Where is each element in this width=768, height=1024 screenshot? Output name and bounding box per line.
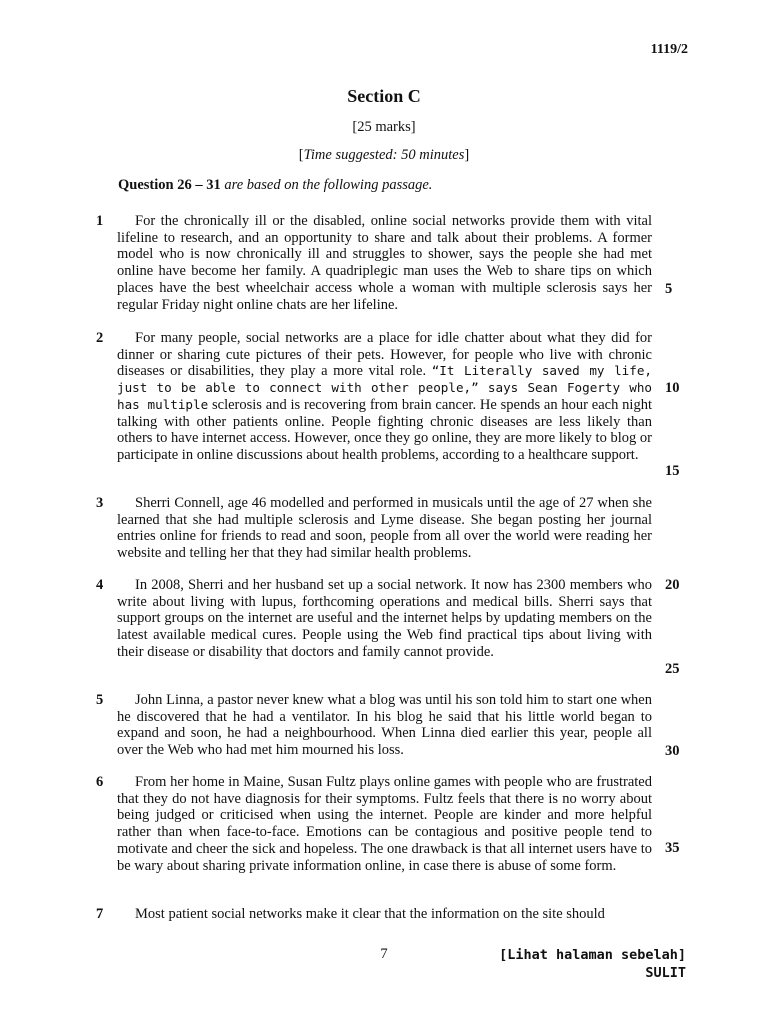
line-number: 20 [665, 577, 680, 593]
paragraph-number: 7 [96, 906, 104, 922]
paragraph-number: 2 [96, 330, 104, 346]
question-range: Question 26 – 31 [118, 177, 221, 193]
paragraph-text: Sherri Connell, age 46 modelled and performed in musicals until the age of 27 when she learned that she had multiple sclerosis and Lyme disease. She began posting her journal entries online for friends to read and soon, people from all over the world were reading her website and telling her that they had similar health problems. [117, 495, 652, 562]
page-number: 7 [380, 946, 388, 962]
paragraph-text: For the chronically ill or the disabled, online social networks provide them with vital lifeline to research, and an opportunity to share and talk about their problems. A former model who is now chronically ill and struggles to shower, says the people she had met online have become her family. A quadriplegic man uses the Web to share tips on which places have the best wheelchair access whole a woman with multiple sclerosis says her regular Friday night online chats are her lifeline. [117, 213, 652, 313]
paragraph-text: From her home in Maine, Susan Fultz plays online games with people who are frustrated that they do not have diagnosis for their symptoms. Fultz feels that there is no worry about being judged or criticised when using the internet. People are kinder and more helpful rather than when face-to-face. Emotions can be contagious and positive people tend to motivate and cheer the sick and hopeless. The one drawback is that all internet users have to be wary about sharing private information online, in case there is abuse of some form. [117, 774, 652, 874]
passage-intro [118, 177, 432, 194]
line-number: 15 [665, 463, 680, 479]
line-number: 35 [665, 840, 680, 856]
line-number: 5 [665, 281, 673, 297]
time-suggested: [Time suggested: 50 minutes] [298, 147, 470, 163]
line-number: 30 [665, 743, 680, 759]
page-code: 1119/2 [650, 42, 688, 57]
footer-notes [499, 946, 686, 982]
paragraph-text: For many people, social networks are a place for idle chatter about what they did for dinner or sharing cute pictures of their pets. However, for people who live with chronic diseases or disabilities, they play a more vital role. “It Literally saved my life, just to be able to connect with other people,” says Sean Fogerty who has multiple sclerosis and is recovering from brain cancer. He spends an hour each night talking with other patients online. People fighting chronic diseases are less likely than others to have internet access. However, once they go online, they are more likely to blog or participate in online discussions about health problems, according to a healthcare support. [117, 330, 652, 463]
line-number: 10 [665, 380, 680, 396]
paragraph-text: In 2008, Sherri and her husband set up a social network. It now has 2300 members who write about living with lupus, forthcoming operations and medical bills. Sherri says that support groups on the internet are useful and the internet helps by updating members on the latest available medical cures. People using the Web find practical tips about living with their disease or disability that doctors and family cannot provide. [117, 577, 652, 660]
paragraph-number: 6 [96, 774, 104, 790]
paragraph-number: 4 [96, 577, 104, 593]
confidential-label: SULIT [645, 965, 686, 981]
paragraph-number: 1 [96, 213, 104, 229]
time-suggested-text: Time suggested: 50 minutes [303, 147, 465, 163]
section-marks: [25 marks] [352, 119, 416, 135]
next-page-note: [Lihat halaman sebelah] [499, 947, 686, 963]
section-title: Section C [347, 86, 421, 106]
paragraph-number: 5 [96, 692, 104, 708]
paragraph-text: John Linna, a pastor never knew what a blog was until his son told him to start one when he discovered that he had a ventilator. In his blog he said that his little world began to expand and soon, he had a neighbourhood. When Linna died earlier this year, people all over the Web who had met him mourned his loss. [117, 692, 652, 759]
paragraph-number: 3 [96, 495, 104, 511]
paragraph-text: Most patient social networks make it clear that the information on the site should [135, 906, 605, 922]
quote-text: “It Literally saved my life, just to be able to connect with other people,” says Sean Fogerty who has multiple [117, 363, 652, 412]
intro-text: are based on the following passage. [220, 177, 433, 193]
line-number: 25 [665, 661, 680, 677]
